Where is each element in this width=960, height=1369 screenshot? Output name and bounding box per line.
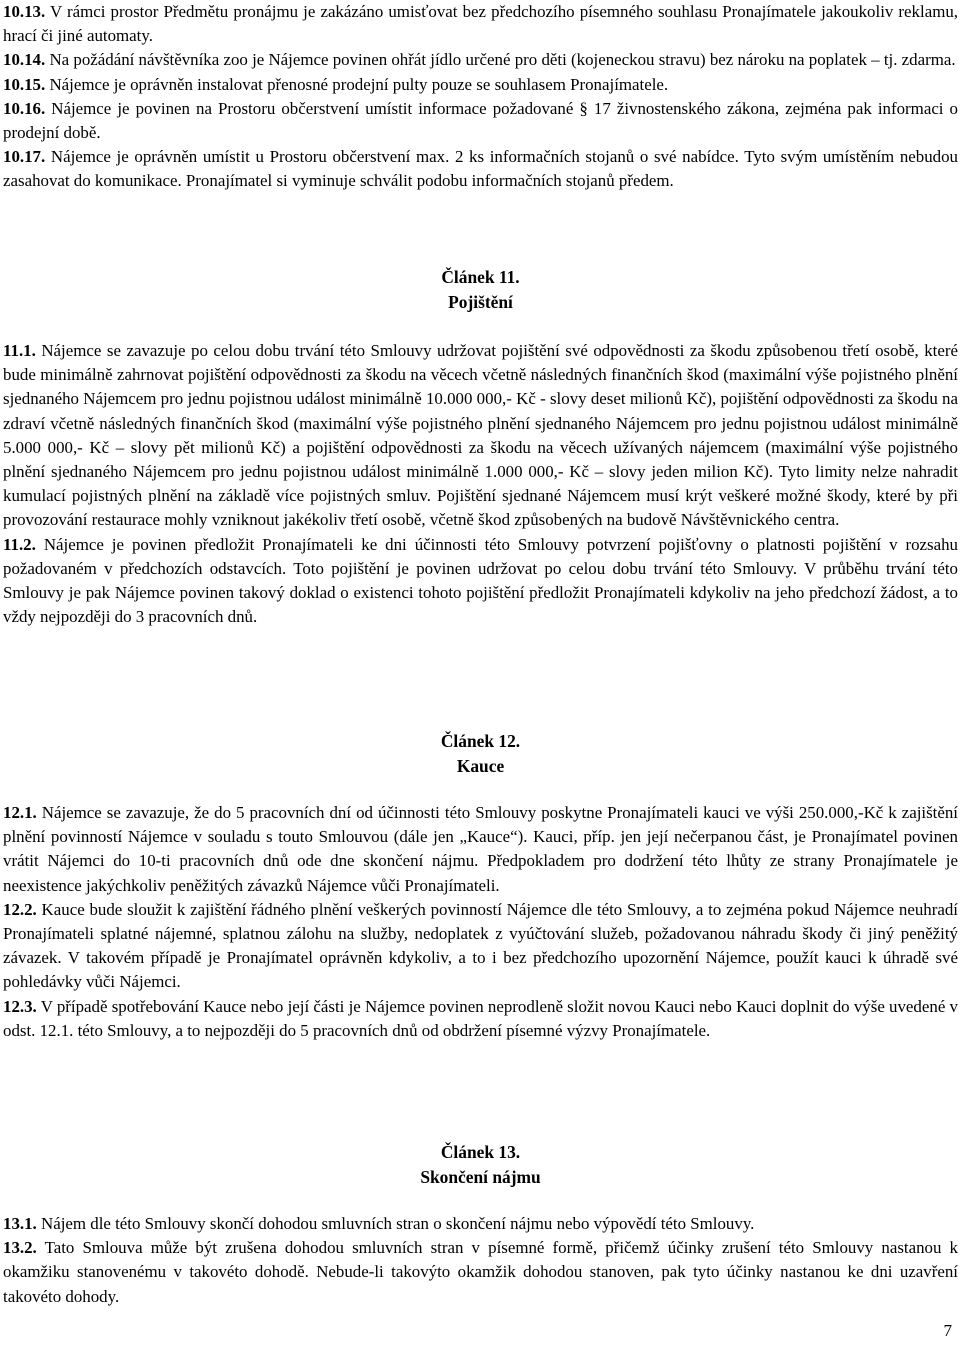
paragraph-12-1: [3, 801, 958, 898]
article-12: [3, 729, 958, 778]
paragraph-number: 13.2.: [3, 1238, 37, 1258]
paragraph-number: 11.2.: [3, 534, 36, 554]
paragraph-text: Nájemce je povinen předložit Pronajímateli ke dni účinnosti této Smlouvy potvrzení pojišťovny o platnosti pojištění v rozsahu požadovaném v předchozích odstavcích. Toto pojištění je povinen udržovat po celou dobu trvání této Smlouvy. V průběhu trvání této Smlouvy je pak Nájemce povinen takový doklad o existenci tohoto pojištění předložit Pronajímateli kdykoliv na jeho předchozí žádost, a to vždy nejpozději do 3 pracovních dnů.: [3, 534, 958, 627]
paragraph-number: 12.1.: [3, 803, 37, 822]
paragraph-10-16: [3, 97, 958, 145]
paragraph-number: 10.17.: [3, 147, 46, 167]
article-11: [3, 265, 958, 314]
article-13: [3, 1140, 958, 1189]
paragraph-number: 10.15.: [3, 74, 46, 94]
paragraph-text: Kauce bude sloužit k zajištění řádného plnění veškerých povinností Nájemce dle této Smlouvy, a to zejména pokud Nájemce neuhradí Pronajímateli splatné nájemné, splatnou zálohu na služby, nedoplatek z vyúčtování služeb, požadovanou náhradu škody či jiný peněžitý závazek. V takovém případě je Pronajímatel oprávněn kdykoliv, a to i bez předchozího upozornění Nájemce, použít kauci k úhradě své pohledávky vůči Nájemci.: [3, 899, 958, 992]
article-13-body: [3, 1212, 958, 1309]
paragraph-text: Nájemce je oprávněn instalovat přenosné prodejní pulty pouze se souhlasem Pronajímatele.: [45, 74, 669, 94]
page-number: 7: [943, 1321, 952, 1340]
document-page: [3, 0, 960, 1369]
article-title: Článek 11.: [441, 267, 520, 287]
paragraph-text: Nájemce se zavazuje, že do 5 pracovních dní od účinnosti této Smlouvy poskytne Pronajímateli kauci ve výši 250.000,-Kč k zajištění plnění povinností Nájemce v souladu s touto Smlouvou (dále jen „Kauce“). Kauci, příp. jen její nečerpanou část, je Pronajímatel povinen vrátit Nájemci do 10-ti pracovních dnů ode dne skončení nájmu. Předpokladem pro dodržení této lhůty ze strany Pronajímatele je neexistence jakýchkoliv peněžitých závazků Nájemce vůči Pronajímateli.: [3, 803, 958, 895]
paragraph-11-1: [3, 339, 958, 533]
paragraph-number: 10.13.: [3, 2, 46, 21]
paragraph-number: 10.14.: [3, 50, 46, 70]
paragraph-11-2: [3, 533, 958, 630]
article-title: Článek 12.: [440, 731, 521, 751]
paragraph-number: 12.2.: [3, 899, 37, 919]
article-12-body: [3, 801, 958, 1043]
article-11-body: [3, 339, 958, 629]
paragraph-13-2: [3, 1236, 958, 1309]
paragraph-text: Nájemce je povinen na Prostoru občerstvení umístit informace požadované § 17 živnostenského zákona, zejména pak informaci o prodejní době.: [3, 98, 958, 143]
paragraph-text: Nájemce se zavazuje po celou dobu trvání této Smlouvy udržovat pojištění své odpovědnosti za škodu způsobenou třetí osobě, které bude minimálně zahrnovat pojištění odpovědnosti za škodu na věcech včetně následných finančních škod (maximální výše pojistného plnění sjednaného Nájemcem pro jednu pojistnou událost minimálně 10.000 000,- Kč - slovy deset milionů Kč), pojištění odpovědnosti za škodu na zdraví včetně následných finančních škod (maximální výše pojistného plnění sjednaného Nájemcem pro jednu pojistnou událost minimálně 5.000 000,- Kč – slovy pět milionů Kč) a pojištění odpovědnosti za škodu na věcech užívaných nájemcem (maximální výše pojistného plnění sjednaného Nájemcem pro jednu pojistnou událost minimálně 1.000 000,- Kč – slovy jeden milion Kč). Tyto limity nelze nahradit kumulací pojistných plnění na základě více pojistných smluv. Pojištění sjednané Nájemcem musí krýt veškeré možné škody, které by při provozování restaurace mohly vzniknout jakékoliv třetí osobě, včetně škod způsobených na budově Návštěvnického centra.: [3, 341, 958, 530]
paragraph-text: V případě spotřebování Kauce nebo její části je Nájemce povinen neprodleně složit novou Kauci nebo Kauci doplnit do výše uvedené v odst. 12.1. této Smlouvy, a to nejpozději do 5 pracovních dnů od obdržení písemné výzvy Pronajímatele.: [3, 996, 958, 1040]
paragraph-number: 11.1.: [3, 341, 36, 360]
paragraph-text: Na požádání návštěvníka zoo je Nájemce povinen ohřát jídlo určené pro děti (kojeneckou stravu) bez nároku na poplatek – tj. zdarma.: [45, 50, 956, 70]
paragraph-number: 10.16.: [3, 98, 46, 118]
paragraph-10-17: [3, 145, 958, 193]
paragraph-text: Nájem dle této Smlouvy skončí dohodou smluvních stran o skončení nájmu nebo výpovědí této Smlouvy.: [36, 1214, 755, 1233]
paragraph-text: Tato Smlouva může být zrušena dohodou smluvních stran v písemné formě, přičemž účinky zrušení této Smlouvy nastanou k okamžiku stanovenému v takovéto dohodě. Nebude-li takovýto okamžik dohodou stanoven, pak tyto účinky nastanou ke dni uzavření takovéto dohody.: [3, 1238, 958, 1306]
article-subtitle: Skončení nájmu: [420, 1166, 541, 1187]
paragraph-12-2: [3, 898, 958, 995]
paragraph-text: Nájemce je oprávněn umístit u Prostoru občerstvení max. 2 ks informačních stojanů o své nabídce. Tyto svým umístěním nebudou zasahovat do komunikace. Pronajímatel si vyminuje schválit podobu informačních stojanů předem.: [3, 147, 958, 191]
article-subtitle: Pojištění: [448, 291, 513, 312]
article-title: Článek 13.: [440, 1142, 521, 1162]
paragraph-13-1: [3, 1212, 958, 1236]
paragraph-10-14: [3, 48, 958, 72]
article-subtitle: Kauce: [456, 755, 505, 776]
paragraph-number: 13.1.: [3, 1214, 37, 1233]
paragraph-text: V rámci prostor Předmětu pronájmu je zakázáno umisťovat bez předchozího písemného souhlasu Pronajímatele jakoukoliv reklamu, hrací či jiné automaty.: [3, 2, 958, 46]
paragraph-number: 12.3.: [3, 996, 37, 1016]
paragraph-10-15: [3, 73, 958, 97]
section-10-continued: [3, 0, 958, 194]
paragraph-12-3: [3, 995, 958, 1043]
paragraph-10-13: [3, 0, 958, 48]
